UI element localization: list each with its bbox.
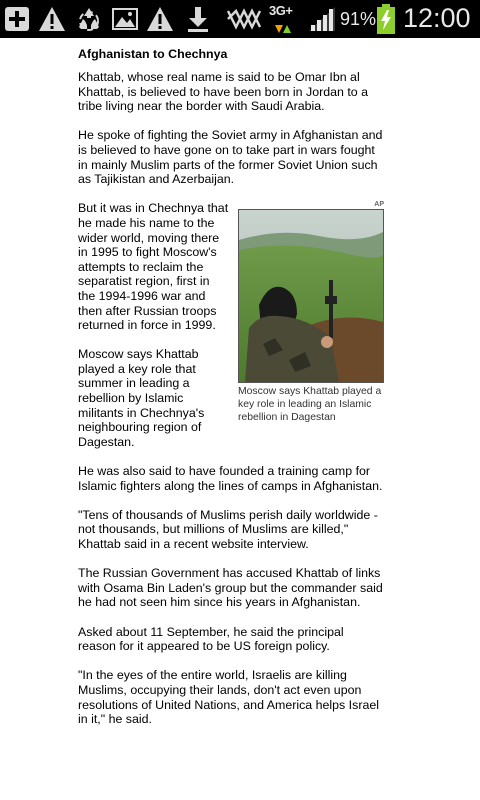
- status-bar: [0, 0, 480, 38]
- article-paragraph: But it was in Chechnya that he made his name to the wider world, moving there in 1995 to fight Moscow's attempts to reclaim the separatist region, first in the 1994-1996 war and then after Russian troops returned in force in 1999.: [78, 201, 229, 333]
- article-paragraph: Moscow says Khattab played a key role that summer in leading a rebellion by Islamic militants in Chechnya's neighbouring region of Dagestan.: [78, 347, 205, 449]
- image-icon: [111, 5, 139, 33]
- battery-charging-icon: [376, 4, 396, 32]
- signal-blocked-icon: [226, 5, 262, 33]
- article-figure: [238, 201, 384, 424]
- network-type-label: 3G+: [269, 3, 293, 18]
- article-paragraph: Khattab, whose real name is said to be Omar Ibn al Khattab, is believed to have been born in Jordan to a tribe living near the border with Saudi Arabia.: [78, 70, 369, 114]
- article-heading: Afghanistan to Chechnya: [78, 47, 228, 61]
- photo-credit: AP: [374, 201, 384, 209]
- clock: 12:00: [403, 3, 471, 33]
- download-icon: [184, 5, 212, 33]
- 3g-data-icon: [269, 3, 301, 35]
- article-paragraph: "In the eyes of the entire world, Israelis are killing Muslims, occupying their lands, don't act even upon resolutions of United Nations, and America helps Israel in it," he said.: [78, 668, 379, 727]
- article: [78, 46, 384, 741]
- article-paragraph: The Russian Government has accused Khattab of links with Osama Bin Laden's group but the commander said he had not seen him since his years in Afghanistan.: [78, 566, 383, 610]
- fighter-photo[interactable]: [238, 209, 384, 383]
- article-paragraph: He spoke of fighting the Soviet army in Afghanistan and is believed to have gone on to take part in wars fought in mainly Muslim parts of the former Soviet Union such as Tajikistan and Azerbaijan.: [78, 128, 383, 187]
- warning-icon: [38, 5, 66, 33]
- add-icon: [3, 5, 31, 33]
- signal-strength-icon: [307, 5, 337, 33]
- battery-percent: 91%: [340, 9, 377, 29]
- warning-icon: [146, 5, 174, 33]
- article-paragraph: He was also said to have founded a training camp for Islamic fighters along the lines of camps in Afghanistan.: [78, 464, 383, 493]
- article-paragraph: "Tens of thousands of Muslims perish daily worldwide - not thousands, but millions of Muslims are killed," Khattab said in a recent website interview.: [78, 507, 378, 551]
- photo-caption: Moscow says Khattab played a key role in leading an Islamic rebellion in Dagestan: [238, 386, 382, 423]
- article-paragraph: Asked about 11 September, he said the principal reason for it appeared to be US foreign policy.: [78, 624, 344, 654]
- recycle-icon: [75, 5, 103, 33]
